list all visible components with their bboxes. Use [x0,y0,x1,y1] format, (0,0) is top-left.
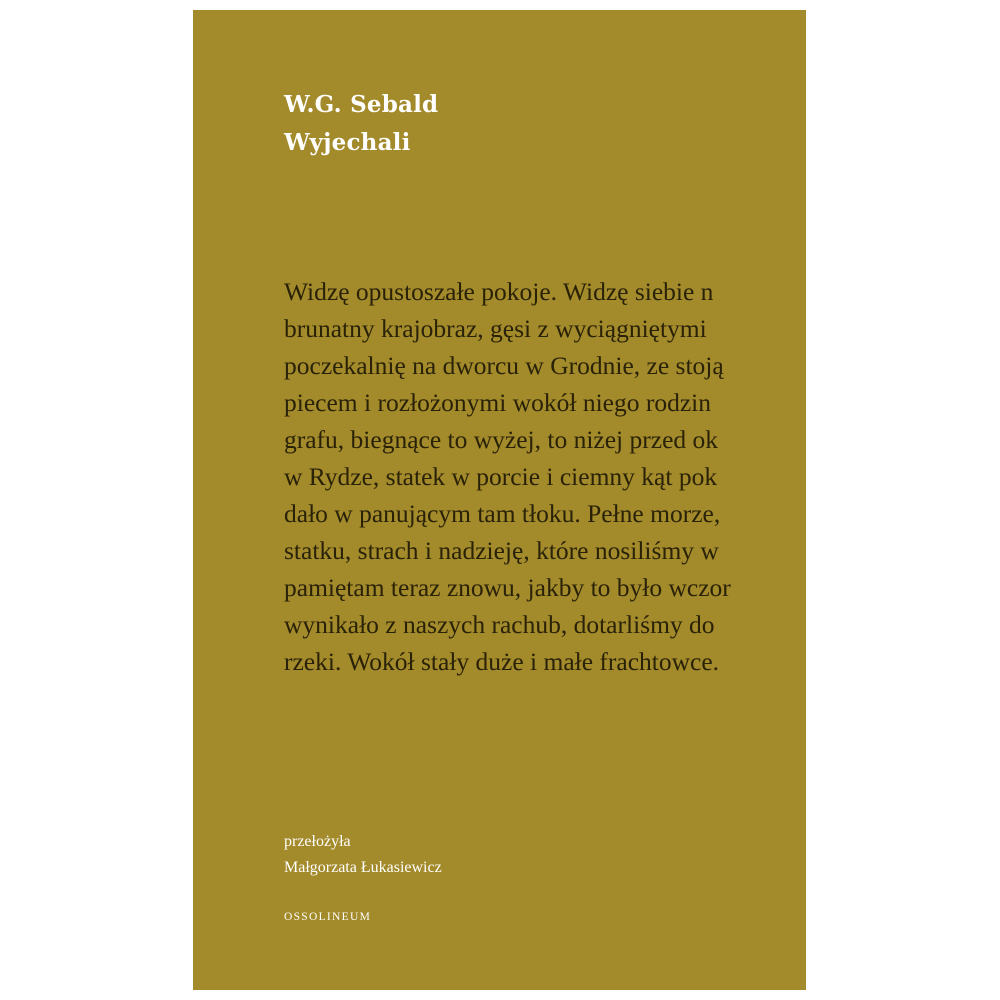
excerpt-line: brunatny krajobraz, gęsi z wyciągniętymi [284,314,707,343]
book-title: Wyjechali [284,129,411,156]
excerpt-text-block [284,273,806,680]
translator-name: Małgorzata Łukasiewicz [284,859,442,876]
excerpt-line: Widzę opustoszałe pokoje. Widzę siebie n [284,277,714,306]
excerpt-line: pamiętam teraz znowu, jakby to było wczor [284,573,731,602]
excerpt-line: poczekalnię na dworcu w Grodnie, ze stoją [284,351,724,380]
excerpt-line: dało w panującym tam tłoku. Pełne morze, [284,499,721,528]
excerpt-line: statku, strach i nadzieję, które nosiliśmy w [284,536,719,565]
author-name: W.G. Sebald [284,91,439,118]
excerpt-line: rzeki. Wokół stały duże i małe frachtowce. [284,647,720,676]
publisher-name: OSSOLINEUM [284,911,372,923]
excerpt-line: w Rydze, statek w porcie i ciemny kąt pok [284,462,718,491]
translator-label: przełożyła [284,833,351,850]
excerpt-line: piecem i rozłożonymi wokół niego rodzin [284,388,712,417]
book-cover [193,10,806,990]
excerpt-line: wynikało z naszych rachub, dotarliśmy do [284,610,715,639]
excerpt-line: grafu, biegnące to wyżej, to niżej przed ok [284,425,719,454]
